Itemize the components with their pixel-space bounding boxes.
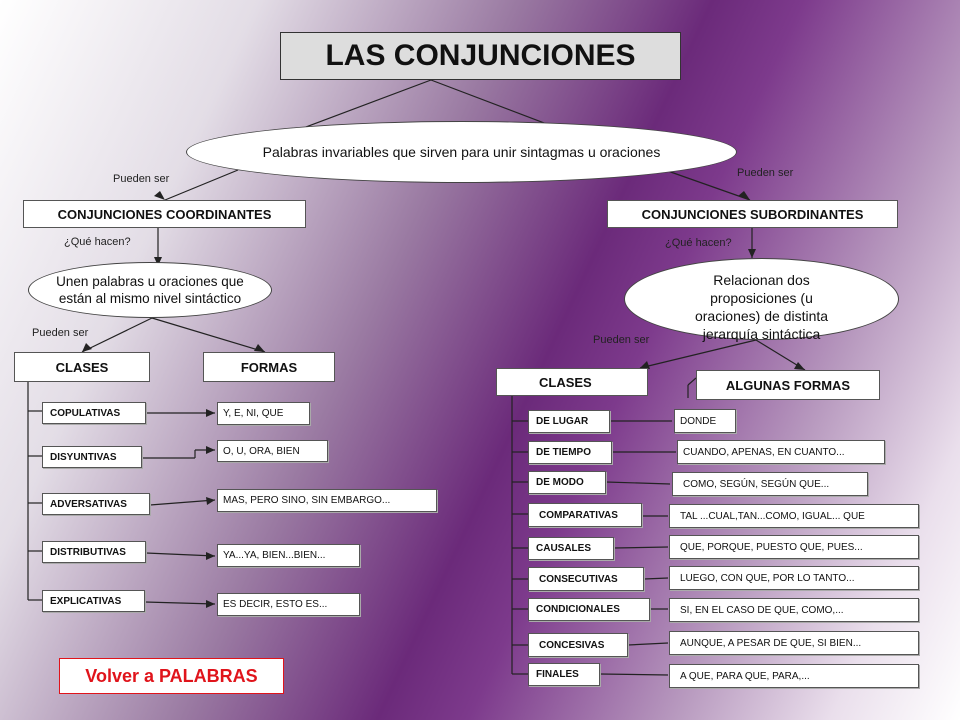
- sub-forma-label: TAL ...CUAL,TAN...COMO, IGUAL... QUE: [680, 510, 865, 522]
- sub-forma-label: COMO, SEGÚN, SEGÚN QUE...: [683, 478, 830, 490]
- sub-formas-header-text: ALGUNAS FORMAS: [725, 377, 851, 393]
- sub-clase-label: DE MODO: [536, 477, 584, 488]
- coord-forma-item: [217, 593, 360, 616]
- page-title: [280, 32, 681, 80]
- sub-clase-label: CONSECUTIVAS: [539, 573, 618, 585]
- coord-clase-label: COPULATIVAS: [50, 407, 121, 419]
- subordinantes-description-text: Relacionan dos proposiciones (u oraciones) de distinta jerarquía sintáctica: [694, 272, 829, 342]
- coord-clases-header-text: CLASES: [55, 359, 109, 375]
- coord-clase-label: DISTRIBUTIVAS: [50, 546, 126, 558]
- heading-coordinantes-text: CONJUNCIONES COORDINANTES: [57, 206, 272, 222]
- coord-clase-label: ADVERSATIVAS: [50, 498, 127, 510]
- sub-forma-label: CUANDO, APENAS, EN CUANTO...: [683, 446, 845, 458]
- sub-forma-item: [669, 566, 919, 590]
- sub-forma-item: [669, 631, 919, 655]
- coord-clase-item: [42, 493, 150, 515]
- heading-subordinantes-text: CONJUNCIONES SUBORDINANTES: [641, 206, 864, 222]
- coordinantes-description: [28, 262, 272, 318]
- coord-forma-item: [217, 440, 328, 462]
- coord-forma-item: [217, 489, 437, 512]
- coord-forma-item: [217, 402, 310, 425]
- label-pueden-ser-coord: Pueden ser: [113, 173, 170, 185]
- coordinantes-description-text: Unen palabras u oraciones que están al mismo nivel sintáctico: [56, 274, 244, 306]
- sub-forma-item: [669, 598, 919, 622]
- sub-forma-item: [669, 535, 919, 559]
- sub-clase-label: COMPARATIVAS: [539, 509, 618, 521]
- sub-clase-item: [528, 537, 614, 560]
- label-que-hacen-coord: ¿Qué hacen?: [64, 236, 131, 248]
- sub-clase-label: CONCESIVAS: [539, 639, 605, 651]
- sub-forma-label: AUNQUE, A PESAR DE QUE, SI BIEN...: [680, 637, 862, 649]
- sub-clase-item: [528, 410, 610, 433]
- coord-clase-item: [42, 590, 145, 612]
- sub-clase-label: DE LUGAR: [536, 416, 589, 427]
- coord-clase-item: [42, 446, 142, 468]
- sub-forma-label: A QUE, PARA QUE, PARA,...: [680, 670, 810, 682]
- sub-forma-item: [669, 664, 919, 688]
- coord-clase-item: [42, 541, 146, 563]
- coord-clase-label: EXPLICATIVAS: [50, 595, 122, 607]
- sub-clase-item: [528, 567, 644, 591]
- coord-forma-label: O, U, ORA, BIEN: [223, 445, 300, 457]
- sub-forma-item: [677, 440, 885, 464]
- heading-coordinantes: [23, 200, 306, 228]
- sub-clase-item: [528, 663, 600, 686]
- label-que-hacen-sub: ¿Qué hacen?: [665, 237, 732, 249]
- coord-forma-label: ES DECIR, ESTO ES...: [223, 599, 328, 610]
- sub-clase-item: [528, 633, 628, 657]
- back-link-prefix: Volver a: [85, 665, 160, 686]
- coord-clase-label: DISYUNTIVAS: [50, 451, 117, 463]
- sub-formas-header: [696, 370, 880, 400]
- back-to-palabras-button[interactable]: [59, 658, 284, 694]
- sub-clase-item: [528, 471, 606, 494]
- coord-clases-header: [14, 352, 150, 382]
- coord-forma-label: YA...YA, BIEN...BIEN...: [223, 550, 326, 561]
- sub-clase-label: DE TIEMPO: [536, 447, 592, 458]
- coord-forma-label: MAS, PERO SINO, SIN EMBARGO...: [223, 495, 391, 506]
- sub-clase-item: [528, 598, 650, 621]
- sub-forma-label: QUE, PORQUE, PUESTO QUE, PUES...: [680, 541, 863, 553]
- sub-clases-header-text: CLASES: [539, 374, 592, 390]
- sub-clase-item: [528, 441, 612, 464]
- label-pueden-ser-sub: Pueden ser: [737, 167, 794, 179]
- coord-formas-header-text: FORMAS: [240, 359, 298, 375]
- sub-forma-label: SI, EN EL CASO DE QUE, COMO,...: [680, 604, 844, 616]
- sub-clase-label: CAUSALES: [536, 543, 592, 554]
- sub-forma-item: [674, 409, 736, 433]
- definition-text: Palabras invariables que sirven para unir sintagmas u oraciones: [262, 144, 661, 160]
- coord-formas-header: [203, 352, 335, 382]
- sub-clase-item: [528, 503, 642, 527]
- sub-forma-item: [672, 472, 868, 496]
- back-link-target: PALABRAS: [159, 665, 258, 686]
- coord-forma-item: [217, 544, 360, 567]
- sub-forma-label: LUEGO, CON QUE, POR LO TANTO...: [680, 572, 855, 584]
- heading-subordinantes: [607, 200, 898, 228]
- sub-forma-item: [669, 504, 919, 528]
- subordinantes-description: [624, 258, 899, 340]
- sub-forma-label: DONDE: [680, 415, 717, 427]
- sub-clases-header: [496, 368, 648, 396]
- label-pueden-ser-coord-2: Pueden ser: [32, 327, 89, 339]
- definition-ellipse: [186, 121, 737, 183]
- title-text: LAS CONJUNCIONES: [325, 39, 636, 72]
- label-pueden-ser-sub-2: Pueden ser: [593, 334, 650, 346]
- sub-clase-label: FINALES: [536, 669, 579, 680]
- sub-clase-label: CONDICIONALES: [536, 604, 620, 615]
- coord-clase-item: [42, 402, 146, 424]
- coord-forma-label: Y, E, NI, QUE: [223, 408, 284, 419]
